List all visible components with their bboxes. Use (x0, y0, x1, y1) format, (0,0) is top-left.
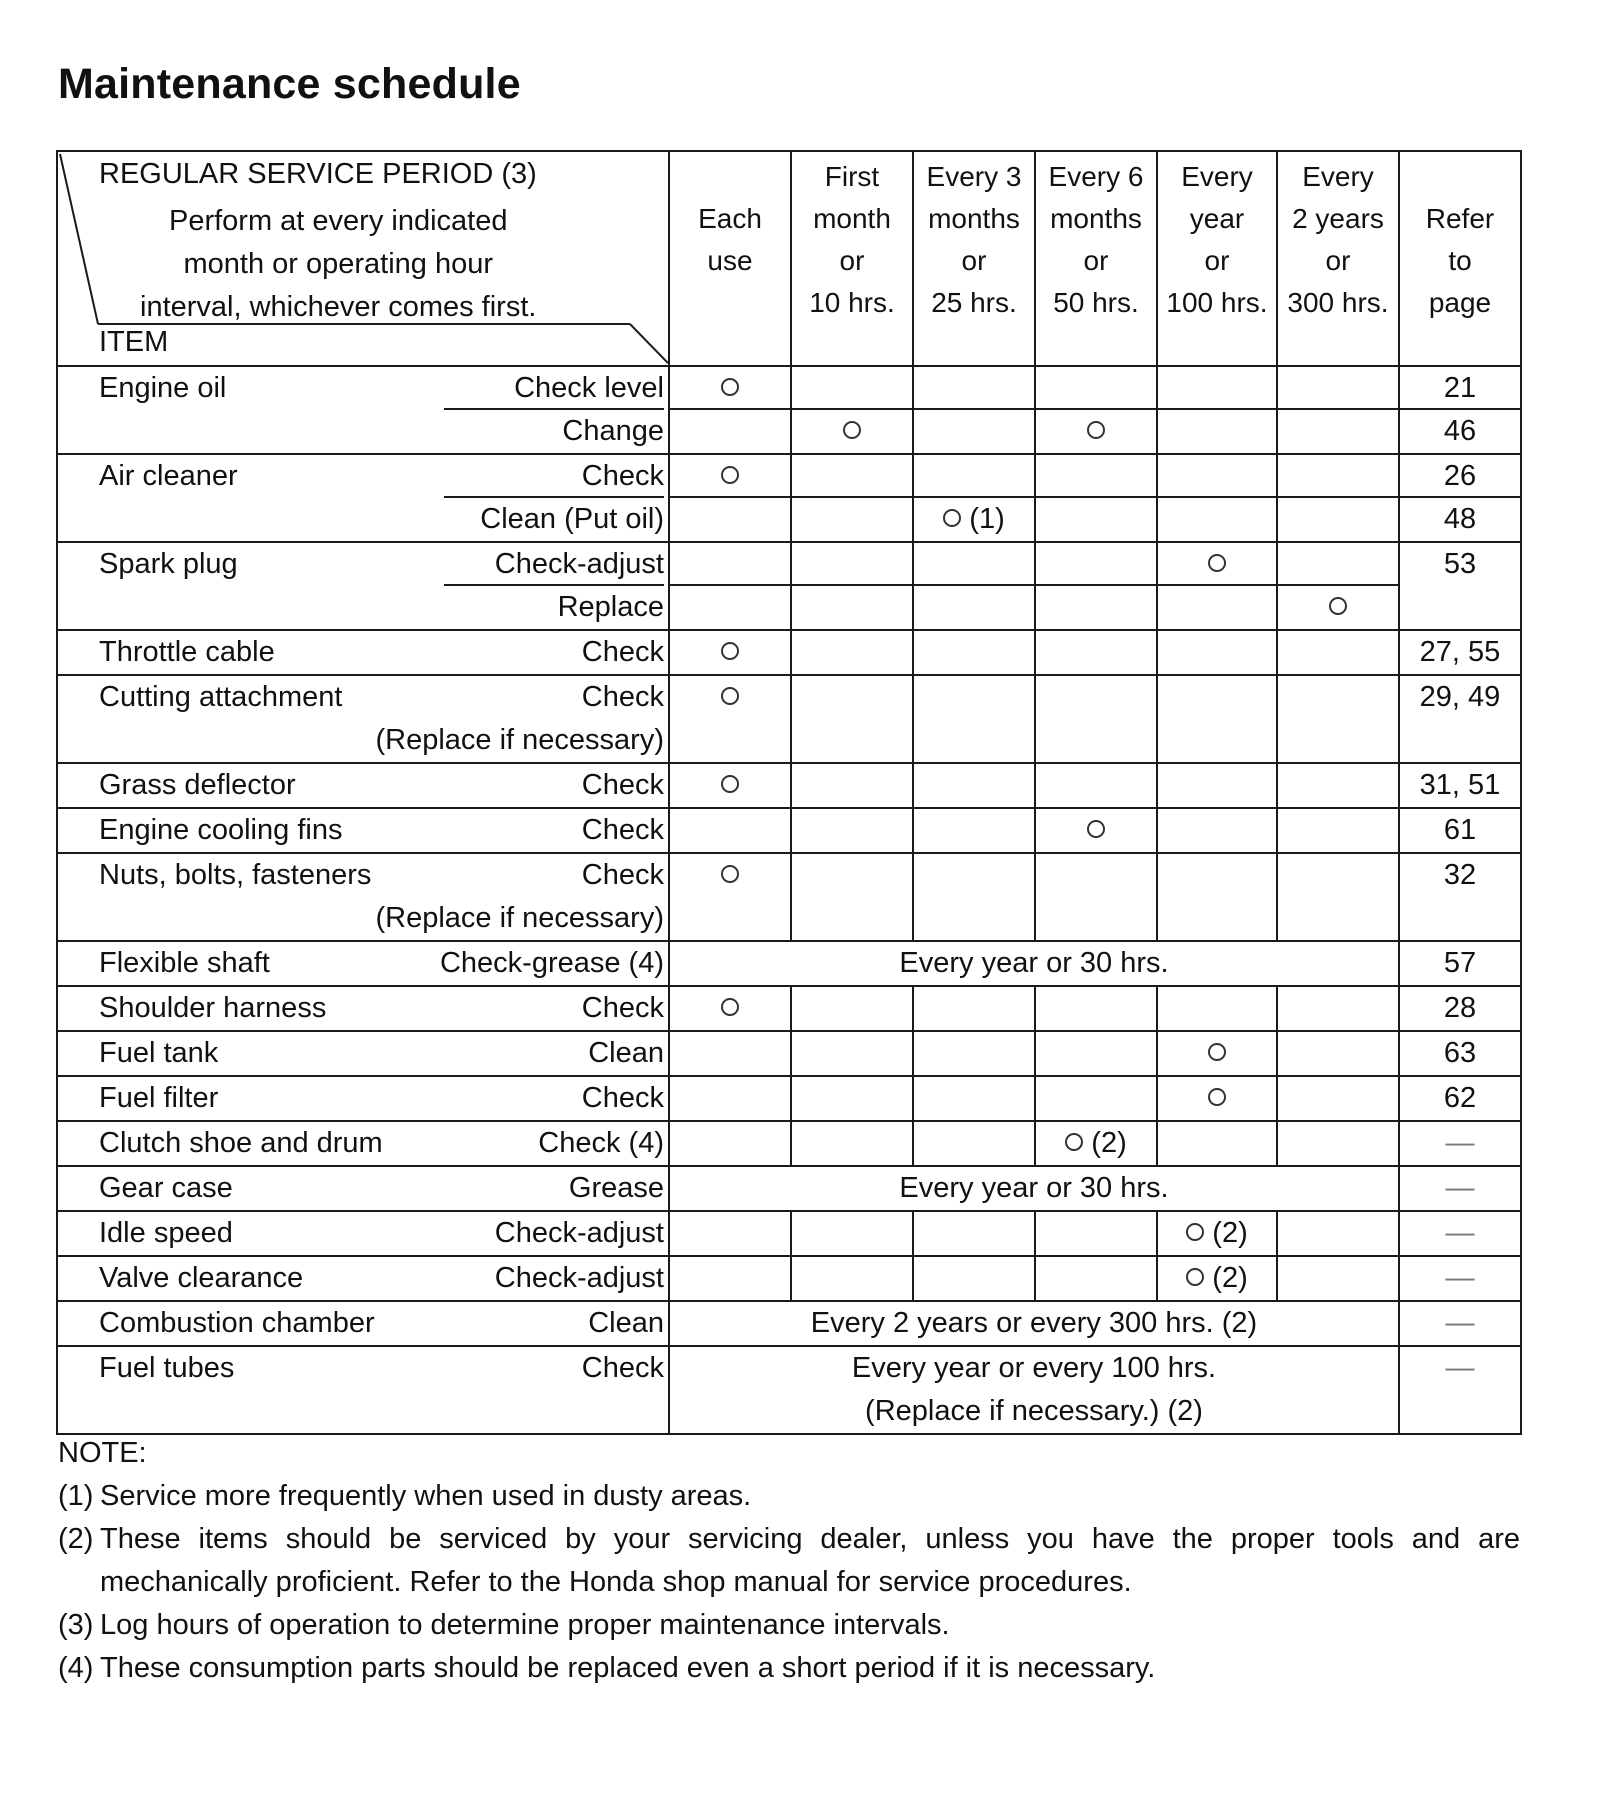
period-cell (791, 1256, 913, 1301)
operation-label: Check (4) (538, 1127, 664, 1159)
page-reference: — (1445, 1127, 1475, 1159)
page-reference: 63 (1443, 1037, 1477, 1069)
item-name: Valve clearance (99, 1262, 304, 1294)
table-row (57, 675, 1521, 763)
period-cell (1157, 763, 1277, 808)
schedule-mark (721, 460, 739, 492)
period-header-first-month: First month or 10 hrs. (791, 151, 913, 366)
period-header-every-6-months: Every 6 months or 50 hrs. (1035, 151, 1157, 366)
refer-page-cell (1399, 1121, 1521, 1166)
period-cell (913, 1031, 1035, 1076)
refer-page-cell (1399, 941, 1521, 986)
period-cell (1157, 675, 1277, 763)
period-cell (669, 763, 791, 808)
item-name: Combustion chamber (99, 1307, 375, 1339)
period-cell (913, 1256, 1035, 1301)
note-item: (4) These consumption parts should be replaced even a short period if it is necessary. (58, 1652, 1156, 1684)
operation-label: Clean (588, 1037, 664, 1069)
interval-text: Every 2 years or every 300 hrs. (2) (810, 1307, 1258, 1339)
refer-page-cell (1399, 675, 1521, 763)
period-cell (1157, 454, 1277, 542)
operation-note: (Replace if necessary) (375, 902, 664, 934)
refer-page-cell (1399, 853, 1521, 941)
period-header-each-use: Each use (669, 151, 791, 366)
period-cell (1277, 366, 1399, 454)
table-row (57, 1166, 1521, 1211)
table-row (57, 1256, 1521, 1301)
item-name: Spark plug (99, 548, 238, 580)
schedule-mark (1087, 814, 1105, 846)
notes-section (58, 1432, 1520, 1690)
check-circle-icon (721, 466, 739, 484)
check-circle-icon (1329, 597, 1347, 615)
interval-span-cell (669, 1346, 1399, 1434)
table-row (57, 454, 1521, 542)
page-reference: 53 (1443, 548, 1477, 580)
period-cell (791, 986, 913, 1031)
period-cell (1035, 1031, 1157, 1076)
interval-text: Every year or 30 hrs. (899, 1172, 1169, 1204)
period-cell (1035, 1121, 1157, 1166)
check-circle-icon (1065, 1133, 1083, 1151)
period-cell (1157, 986, 1277, 1031)
operations-list (588, 1302, 664, 1345)
check-circle-icon (1087, 820, 1105, 838)
item-name: Throttle cable (99, 636, 275, 668)
period-cell (1277, 808, 1399, 853)
schedule-mark (843, 415, 861, 447)
refer-page-cell (1399, 808, 1521, 853)
period-cell (669, 366, 791, 454)
check-circle-icon (721, 378, 739, 396)
period-cell (913, 853, 1035, 941)
item-name: Grass deflector (99, 769, 296, 801)
schedule-mark: (2) (1186, 1262, 1248, 1294)
page-reference: 61 (1443, 814, 1477, 846)
period-header-refer-to-page: Refer to page (1399, 151, 1521, 366)
operations-list (444, 543, 664, 629)
refer-page-cell (1399, 1301, 1521, 1346)
table-row (57, 1346, 1521, 1434)
item-cell (57, 853, 669, 941)
item-name: Fuel tank (99, 1037, 219, 1069)
operations-list (582, 809, 664, 852)
table-row (57, 763, 1521, 808)
schedule-mark (721, 681, 739, 713)
check-circle-icon (1208, 554, 1226, 572)
item-name: Nuts, bolts, fasteners (99, 859, 372, 891)
period-cell (1035, 542, 1157, 630)
period-cell (913, 808, 1035, 853)
check-circle-icon (721, 998, 739, 1016)
check-circle-icon (721, 642, 739, 660)
period-cell (1035, 763, 1157, 808)
table-row (57, 1076, 1521, 1121)
table-row (57, 808, 1521, 853)
period-cell (913, 630, 1035, 675)
period-cell (913, 1121, 1035, 1166)
operation-label: Check-adjust (494, 1262, 664, 1294)
period-cell (669, 808, 791, 853)
page-reference: 46 (1443, 415, 1477, 447)
period-cell (1035, 1256, 1157, 1301)
check-circle-icon (1186, 1223, 1204, 1241)
check-circle-icon (943, 509, 961, 527)
item-cell (57, 1076, 669, 1121)
period-cell (1277, 1076, 1399, 1121)
refer-page-cell (1399, 1166, 1521, 1211)
period-cell (1035, 454, 1157, 542)
operation-spacer (582, 1390, 664, 1433)
period-cell (791, 763, 913, 808)
item-cell (57, 986, 669, 1031)
page-reference: 27, 55 (1419, 636, 1501, 668)
item-name: Fuel tubes (99, 1352, 235, 1384)
schedule-mark (1329, 591, 1347, 623)
page-reference: — (1445, 1217, 1475, 1249)
page-reference: 26 (1400, 455, 1520, 498)
item-name: Air cleaner (99, 460, 238, 492)
period-header-every-3-months: Every 3 months or 25 hrs. (913, 151, 1035, 366)
operation-label: Clean (Put oil) (480, 503, 664, 535)
period-cell (791, 1211, 913, 1256)
period-cell (1035, 853, 1157, 941)
period-cell (669, 630, 791, 675)
item-cell (57, 366, 669, 454)
page-reference: — (1445, 1262, 1475, 1294)
schedule-mark: (2) (1186, 1217, 1248, 1249)
period-cell (669, 1256, 791, 1301)
table-row (57, 1121, 1521, 1166)
table-row (57, 1301, 1521, 1346)
operation-label: Check (581, 636, 664, 668)
period-cell (1157, 1076, 1277, 1121)
page-reference: 62 (1443, 1082, 1477, 1114)
check-circle-icon (721, 775, 739, 793)
item-label: ITEM (99, 326, 169, 358)
period-cell (791, 808, 913, 853)
item-cell (57, 630, 669, 675)
operation-label: Check (581, 814, 664, 846)
period-cell (1035, 675, 1157, 763)
period-cell (1157, 808, 1277, 853)
item-cell (57, 454, 669, 542)
schedule-mark (721, 992, 739, 1024)
period-cell (669, 675, 791, 763)
operation-label: Check level (444, 367, 664, 410)
period-cell (791, 1121, 913, 1166)
check-circle-icon (1186, 1268, 1204, 1286)
item-cell (57, 542, 669, 630)
item-cell (57, 763, 669, 808)
schedule-mark: (1) (943, 503, 1005, 535)
operation-label: Grease (568, 1172, 664, 1204)
operations-list (582, 987, 664, 1030)
refer-page-cell (1399, 1256, 1521, 1301)
period-cell (791, 1031, 913, 1076)
operations-list (582, 764, 664, 807)
header-row (57, 151, 1521, 366)
period-cell (913, 1076, 1035, 1121)
operations-list (495, 1257, 664, 1300)
operations-list (582, 631, 664, 674)
period-cell (1157, 1211, 1277, 1256)
period-cell (791, 853, 913, 941)
operations-list (376, 676, 665, 762)
period-cell (1157, 853, 1277, 941)
page-reference: 28 (1443, 992, 1477, 1024)
operations-list (538, 1122, 664, 1165)
period-cell (1277, 454, 1399, 542)
interval-text: Every year or 30 hrs. (899, 947, 1169, 979)
period-cell (913, 542, 1035, 630)
period-cell (1035, 986, 1157, 1031)
page-reference: 48 (1443, 503, 1477, 535)
table-row (57, 853, 1521, 941)
item-cell (57, 1166, 669, 1211)
operation-label: Check (581, 1082, 664, 1114)
operation-label: Check-grease (4) (439, 947, 664, 979)
period-cell (791, 1076, 913, 1121)
corner-instructions: Perform at every indicated month or operating hour interval, whichever comes first. (140, 205, 537, 323)
period-cell (669, 1211, 791, 1256)
operations-list (569, 1167, 664, 1210)
period-cell (1277, 853, 1399, 941)
schedule-mark (1208, 548, 1226, 580)
page-title: Maintenance schedule (58, 60, 521, 108)
refer-page-cell (1399, 1076, 1521, 1121)
operations-list (376, 854, 665, 940)
period-cell (913, 986, 1035, 1031)
operation-label: Change (562, 415, 664, 447)
item-name: Idle speed (99, 1217, 233, 1249)
period-cell (1277, 763, 1399, 808)
table-row (57, 1031, 1521, 1076)
period-cell (1035, 808, 1157, 853)
period-cell (913, 675, 1035, 763)
period-cell (1277, 630, 1399, 675)
period-cell (669, 1076, 791, 1121)
period-cell (669, 853, 791, 941)
period-cell (1035, 1211, 1157, 1256)
period-cell (913, 763, 1035, 808)
schedule-mark (1087, 415, 1105, 447)
schedule-mark (721, 769, 739, 801)
period-cell (1035, 630, 1157, 675)
period-cell (791, 542, 913, 630)
note-item: (3) Log hours of operation to determine proper maintenance intervals. (58, 1609, 950, 1641)
item-cell (57, 675, 669, 763)
period-cell (1277, 1031, 1399, 1076)
refer-page-cell (1399, 763, 1521, 808)
page-reference: 32 (1443, 859, 1477, 891)
note-item: (2) These items should be serviced by your servicing dealer, unless you have the proper tools and are mechanically proficient. Refer to the Honda shop manual for service procedures. (58, 1523, 1520, 1598)
operation-label: Check (581, 1352, 664, 1384)
interval-span-cell (669, 941, 1399, 986)
period-cell (1277, 1256, 1399, 1301)
item-cell (57, 1301, 669, 1346)
item-name: Gear case (99, 1172, 233, 1204)
page-reference: 21 (1400, 367, 1520, 410)
refer-page-cell (1399, 366, 1521, 454)
period-cell (669, 1031, 791, 1076)
schedule-body (57, 366, 1521, 1434)
check-circle-icon (1208, 1088, 1226, 1106)
refer-page-cell (1399, 454, 1521, 542)
item-name: Engine oil (99, 372, 227, 404)
operation-label: Check (581, 681, 664, 713)
page-reference: — (1445, 1352, 1475, 1384)
period-cell (913, 366, 1035, 454)
interval-span-cell (669, 1301, 1399, 1346)
notes-heading: NOTE: (58, 1437, 147, 1469)
period-cell (669, 542, 791, 630)
page-reference: — (1445, 1307, 1475, 1339)
operation-label: Check (581, 769, 664, 801)
operation-label: Clean (588, 1307, 664, 1339)
period-cell (913, 1211, 1035, 1256)
item-cell (57, 1031, 669, 1076)
check-circle-icon (843, 421, 861, 439)
check-circle-icon (721, 865, 739, 883)
table-row (57, 1211, 1521, 1256)
schedule-mark: (2) (1065, 1127, 1127, 1159)
period-cell (791, 630, 913, 675)
period-cell (791, 454, 913, 542)
period-cell (669, 986, 791, 1031)
item-name: Fuel filter (99, 1082, 219, 1114)
corner-title: REGULAR SERVICE PERIOD (3) (99, 158, 537, 190)
period-cell (1277, 1211, 1399, 1256)
interval-span-cell (669, 1166, 1399, 1211)
check-circle-icon (721, 687, 739, 705)
period-cell (791, 366, 913, 454)
interval-subtext: (Replace if necessary.) (2) (865, 1395, 1203, 1427)
refer-page-cell (1399, 630, 1521, 675)
period-cell (1157, 630, 1277, 675)
page-reference: 57 (1443, 947, 1477, 979)
page-reference: 31, 51 (1419, 769, 1501, 801)
maintenance-table (56, 150, 1522, 1435)
period-cell (1157, 366, 1277, 454)
period-cell (669, 1121, 791, 1166)
page-reference: 29, 49 (1419, 681, 1501, 713)
item-cell (57, 1121, 669, 1166)
schedule-mark (1208, 1082, 1226, 1114)
item-name: Cutting attachment (99, 681, 343, 713)
operation-label: Check (444, 455, 664, 498)
schedule-mark (1208, 1037, 1226, 1069)
table-row (57, 986, 1521, 1031)
operations-list (444, 367, 664, 453)
operations-list (588, 1032, 664, 1075)
refer-page-cell (1399, 986, 1521, 1031)
operation-label: Check (581, 859, 664, 891)
schedule-mark (721, 372, 739, 404)
interval-text: Every year or every 100 hrs. (851, 1352, 1217, 1384)
item-name: Clutch shoe and drum (99, 1127, 383, 1159)
operation-label: Check (581, 992, 664, 1024)
item-cell (57, 941, 669, 986)
operation-label: Check-adjust (444, 543, 664, 586)
period-cell (1157, 1031, 1277, 1076)
operation-note: (Replace if necessary) (375, 724, 664, 756)
operations-list (582, 1347, 664, 1433)
item-name: Flexible shaft (99, 947, 270, 979)
period-cell (1277, 1121, 1399, 1166)
refer-page-cell (1399, 1346, 1521, 1434)
operation-label: Replace (557, 591, 664, 623)
period-cell (913, 454, 1035, 542)
period-cell (791, 675, 913, 763)
operations-list (440, 942, 664, 985)
schedule-mark (721, 859, 739, 891)
period-cell (1157, 542, 1277, 630)
check-circle-icon (1087, 421, 1105, 439)
period-cell (1277, 675, 1399, 763)
period-cell (669, 454, 791, 542)
period-header-every-year: Every year or 100 hrs. (1157, 151, 1277, 366)
operation-label: Check-adjust (494, 1217, 664, 1249)
operations-list (582, 1077, 664, 1120)
item-name: Shoulder harness (99, 992, 327, 1024)
period-cell (1157, 1121, 1277, 1166)
item-cell (57, 1346, 669, 1434)
refer-page-cell (1399, 1211, 1521, 1256)
corner-header (57, 151, 669, 366)
operations-list (495, 1212, 664, 1255)
note-item: (1) Service more frequently when used in dusty areas. (58, 1480, 752, 1512)
period-cell (1157, 1256, 1277, 1301)
period-header-every-2-years: Every 2 years or 300 hrs. (1277, 151, 1399, 366)
refer-page-cell (1399, 542, 1521, 630)
table-row (57, 630, 1521, 675)
period-cell (1277, 542, 1399, 630)
table-row (57, 366, 1521, 454)
refer-page-cell (1399, 1031, 1521, 1076)
item-cell (57, 1256, 669, 1301)
check-circle-icon (1208, 1043, 1226, 1061)
operations-list (444, 455, 664, 541)
item-cell (57, 808, 669, 853)
item-name: Engine cooling fins (99, 814, 343, 846)
schedule-mark (721, 636, 739, 668)
table-row (57, 941, 1521, 986)
page-reference: — (1445, 1172, 1475, 1204)
table-row (57, 542, 1521, 630)
period-cell (1277, 986, 1399, 1031)
period-cell (1035, 366, 1157, 454)
period-cell (1035, 1076, 1157, 1121)
item-cell (57, 1211, 669, 1256)
